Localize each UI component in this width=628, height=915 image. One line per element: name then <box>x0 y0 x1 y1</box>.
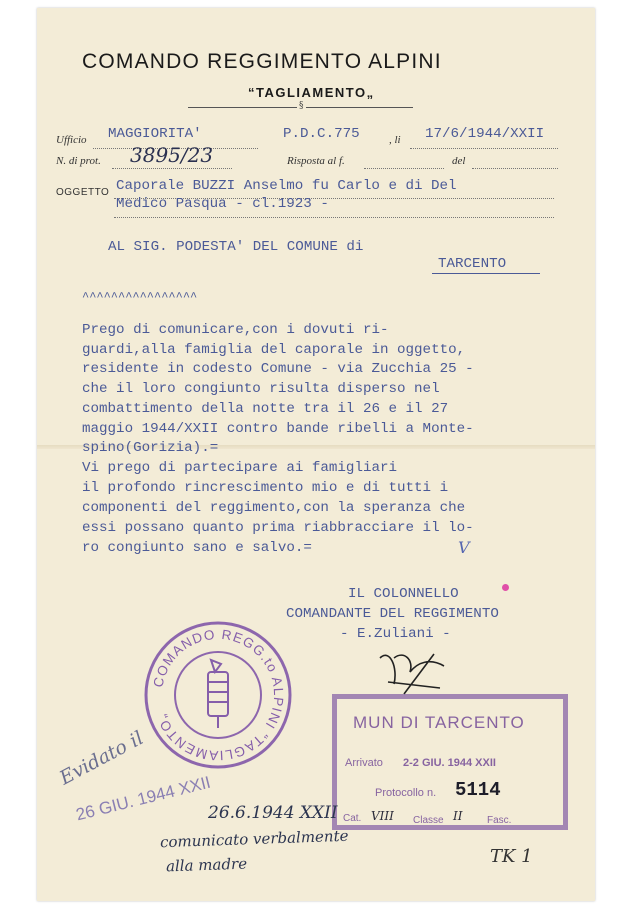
body-line-5: combattimento della notte tra il 26 e il 27 <box>82 401 449 417</box>
svg-text:COMANDO REGG.to ALPINI “TAGLIA <box>150 627 286 763</box>
body-line-11: essi possano quanto prima riabbracciare il lo- <box>82 520 474 536</box>
signature-title: IL COLONNELLO <box>348 586 459 602</box>
body-line-1: Prego di comunicare,con i dovuti ri- <box>82 322 389 338</box>
stamp-arrivato-date: 2-2 GIU. 1944 XXII <box>403 757 496 769</box>
signature-name: - E.Zuliani - <box>340 626 451 642</box>
round-stamp <box>143 620 293 770</box>
body-line-12: ro congiunto sano e salvo.= <box>82 540 312 556</box>
oggetto-line-2: Medico Pasqua - cl.1923 - <box>116 196 329 212</box>
ink-note-line-2: alla madre <box>165 854 248 876</box>
body-line-6: maggio 1944/XXII contro bande ribelli a Monte- <box>82 421 474 437</box>
del-dotted-line <box>472 168 558 169</box>
risposta-dotted-line <box>364 168 444 169</box>
body-line-3: residente in codesto Comune - via Zucchia 25 - <box>82 361 474 377</box>
prot-label: N. di prot. <box>56 155 101 167</box>
oggetto-label: OGGETTO <box>56 187 110 198</box>
risposta-label: Risposta al f. <box>287 155 345 167</box>
letterhead-mark: § <box>299 101 304 111</box>
body-line-8: Vi prego di partecipare ai famigliari <box>82 460 398 476</box>
stamp-arrivato-label: Arrivato <box>345 757 383 769</box>
body-line-7: spino(Gorizia).= <box>82 440 219 456</box>
pink-dot <box>502 584 509 591</box>
pencil-note: Evidato il <box>56 727 148 790</box>
stamp-fasc-label: Fasc. <box>487 815 512 826</box>
stamp-cat-label: Cat. <box>343 813 362 824</box>
pdc-value: P.D.C.775 <box>283 126 360 142</box>
stamp-classe-label: Classe <box>413 815 444 826</box>
body-line-9: il profondo rincrescimento mio e di tutti i <box>82 480 449 496</box>
recipient-line: AL SIG. PODESTA' DEL COMUNE di <box>108 239 364 255</box>
letterhead-title: COMANDO REGGIMENTO ALPINI <box>82 50 442 73</box>
ufficio-label: Ufficio <box>56 134 87 146</box>
ink-date: 26.6.1944 XXII <box>208 803 338 823</box>
signature-scrawl-icon <box>370 638 460 696</box>
del-label: del <box>452 155 466 167</box>
stamp-protocollo-label: Protocollo n. <box>375 787 437 799</box>
pencil-date: 26 GIU. 1944 XXII <box>74 772 213 825</box>
ink-note-line-1: comunicato verbalmente <box>159 826 349 852</box>
round-stamp-text: COMANDO REGG.to ALPINI “TAGLIAMENTO„ <box>150 626 287 764</box>
body-line-10: componenti del reggimento,con la speranza che <box>82 500 466 516</box>
oggetto-dotted-line-2 <box>114 217 554 218</box>
body-line-2: guardi,alla famiglia del caporale in oggetto, <box>82 342 466 358</box>
town-underline <box>432 273 540 274</box>
stamp-protocol-number: 5114 <box>455 779 501 801</box>
letterhead-subtitle: “TAGLIAMENTO„ <box>248 85 375 100</box>
recipient-town: TARCENTO <box>438 256 507 272</box>
body-line-4: che il loro congiunto risulta disperso nel <box>82 381 440 397</box>
letter-date: 17/6/1944/XXII <box>425 126 545 142</box>
stamp-cat-value: VIII <box>371 809 394 823</box>
li-label: , li <box>389 134 401 146</box>
stamp-classe-value: II <box>453 809 463 823</box>
signature-role: COMANDANTE DEL REGGIMENTO <box>286 606 499 622</box>
check-mark: V <box>458 538 470 557</box>
prot-dotted-line <box>112 168 232 169</box>
separator-line: ^^^^^^^^^^^^^^^^ <box>82 290 198 304</box>
stamp-municipality: MUN DI TARCENTO <box>353 713 525 732</box>
prot-number: 3895/23 <box>130 143 214 167</box>
date-dotted-line <box>410 148 558 149</box>
oggetto-line-1: Caporale BUZZI Anselmo fu Carlo e di Del <box>116 178 457 194</box>
corner-mark: TK 1 <box>490 846 533 867</box>
protocol-stamp <box>332 694 568 830</box>
ufficio-value: MAGGIORITA' <box>108 126 202 142</box>
